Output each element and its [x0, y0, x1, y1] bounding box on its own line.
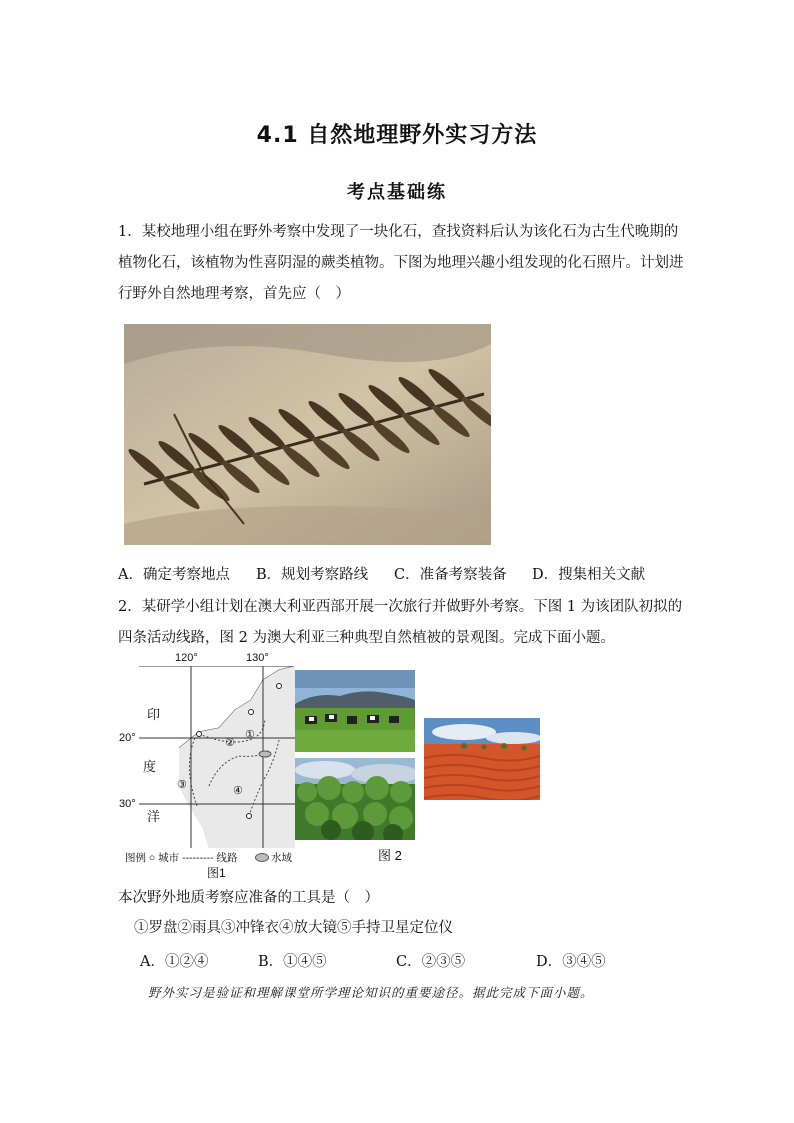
- grassland-photo: [295, 670, 415, 752]
- question-2-options: [140, 950, 700, 974]
- tools-list: ①罗盘②雨具③冲锋衣④放大镜⑤手持卫星定位仪: [134, 920, 453, 936]
- longitude-120-label: 120°: [175, 652, 198, 664]
- route-3-label: ③: [177, 779, 187, 791]
- question-1-text: 1．某校地理小组在野外考察中发现了一块化石，查找资料后认为该化石为古生代晚期的植物化石，该植物为性喜阴湿的蕨类植物。下图为地理兴趣小组发现的化石照片。计划进行野外自然地理考察，首先应（ ）: [118, 224, 684, 302]
- latitude-20-label: 20°: [119, 732, 136, 744]
- forest-photo: [295, 758, 415, 840]
- ocean-char-yang: 洋: [147, 809, 161, 824]
- sub-question-text: 本次野外地质考察应准备的工具是（ ）: [118, 890, 379, 906]
- figure-2-caption: 图 2: [378, 848, 402, 863]
- water-legend-swatch: [255, 853, 269, 862]
- figure-1-caption: 图1: [207, 866, 226, 880]
- question-2-text: 2．某研学小组计划在澳大利亚西部开展一次旅行并做野外考察。下图 1 为该团队初拟的四条活动线路，图 2 为澳大利亚三种典型自然植被的景观图。完成下面小题。: [118, 599, 683, 646]
- intro-note: 野外实习是验证和理解课堂所学理论知识的重要途径。据此完成下面小题。: [148, 985, 594, 1000]
- latitude-30-label: 30°: [119, 798, 136, 810]
- map-legend: 图例 ○ 城市 --------- 线路: [125, 852, 238, 864]
- option-c[interactable]: C．②③⑤: [396, 954, 466, 970]
- route-1-label: ①: [245, 729, 255, 741]
- option-c[interactable]: C．准备考察装备: [394, 567, 507, 583]
- route-4-label: ④: [233, 785, 243, 797]
- option-b[interactable]: B．规划考察路线: [256, 567, 369, 583]
- section-subtitle: 考点基础练: [347, 182, 447, 203]
- page-title: 4.1 自然地理野外实习方法: [256, 123, 538, 148]
- route-2-label: ②: [225, 737, 235, 749]
- water-legend-label: 水域: [271, 852, 292, 864]
- option-b[interactable]: B．①④⑤: [258, 954, 327, 970]
- question-1-options: [118, 563, 718, 587]
- ocean-char-du: 度: [143, 759, 157, 774]
- option-a[interactable]: A．①②④: [140, 954, 209, 970]
- option-d[interactable]: D．③④⑤: [536, 954, 606, 970]
- fern-fossil-photo: [124, 324, 491, 545]
- figure-1-map: [115, 652, 295, 878]
- option-a[interactable]: A．确定考察地点: [118, 567, 230, 583]
- desert-photo: [424, 718, 540, 800]
- option-d[interactable]: D．搜集相关文献: [532, 567, 646, 583]
- ocean-char-yin: 印: [147, 707, 161, 722]
- longitude-130-label: 130°: [246, 652, 269, 664]
